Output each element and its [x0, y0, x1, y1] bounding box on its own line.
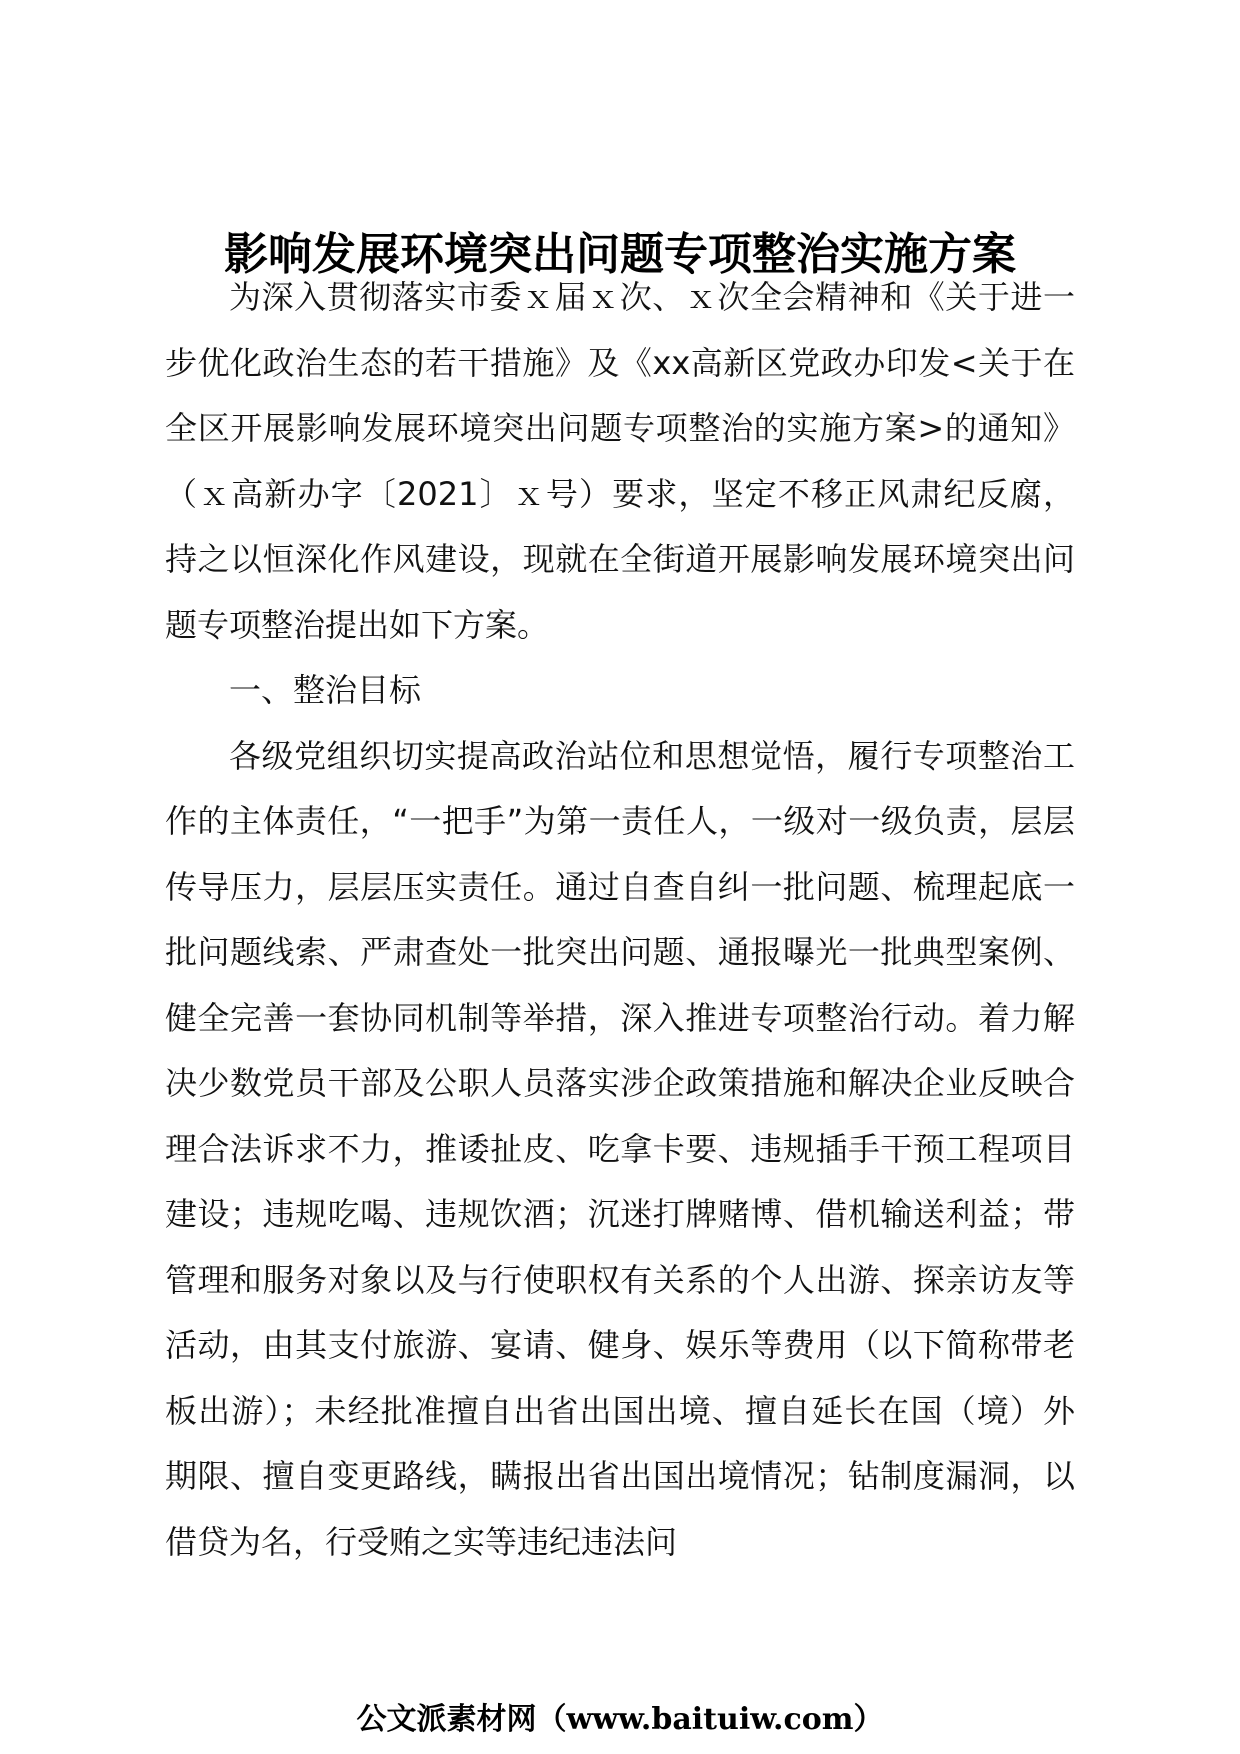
watermark-url: （www.baituiw.com） — [536, 1702, 884, 1737]
document-title: 影响发展环境突出问题专项整治实施方案 — [224, 229, 1016, 281]
document-body — [165, 265, 1075, 1575]
watermark-site-name: 公文派素材网 — [356, 1702, 537, 1737]
footer-watermark — [0, 1700, 1240, 1740]
section-heading: 一、整治目标 — [229, 671, 422, 709]
intro-paragraph: 为深入贯彻落实市委ｘ届ｘ次、ｘ次全会精神和《关于进一步优化政治生态的若干措施》及《xx高新区党政办印发<关于在全区开展影响发展环境突出问题专项整治的实施方案>的通知》（ｘ高新办字〔2021〕ｘ号）要求，坚定不移正风肃纪反腐，持之以恒深化作风建设，现就在全街道开展影响发展环境突出问题专项整治提出如下方案。 — [165, 278, 1075, 644]
section-paragraph: 各级党组织切实提高政治站位和思想觉悟，履行专项整治工作的主体责任，“一把手”为第一责任人，一级对一级负责，层层传导压力，层层压实责任。通过自查自纠一批问题、梳理起底一批问题线索、严肃查处一批突出问题、通报曝光一批典型案例、健全完善一套协同机制等举措，深入推进专项整治行动。着力解决少数党员干部及公职人员落实涉企政策措施和解决企业反映合理合法诉求不力，推诿扯皮、吃拿卡要、违规插手干预工程项目建设；违规吃喝、违规饮酒；沉迷打牌赌博、借机输送利益；带管理和服务对象以及与行使职权有关系的个人出游、探亲访友等活动，由其支付旅游、宴请、健身、娱乐等费用（以下简称带老板出游）；未经批准擅自出省出国出境、擅自延长在国（境）外期限、擅自变更路线，瞒报出省出国出境情况；钻制度漏洞，以借贷为名，行受贿之实等违纪违法问 — [165, 736, 1075, 1561]
